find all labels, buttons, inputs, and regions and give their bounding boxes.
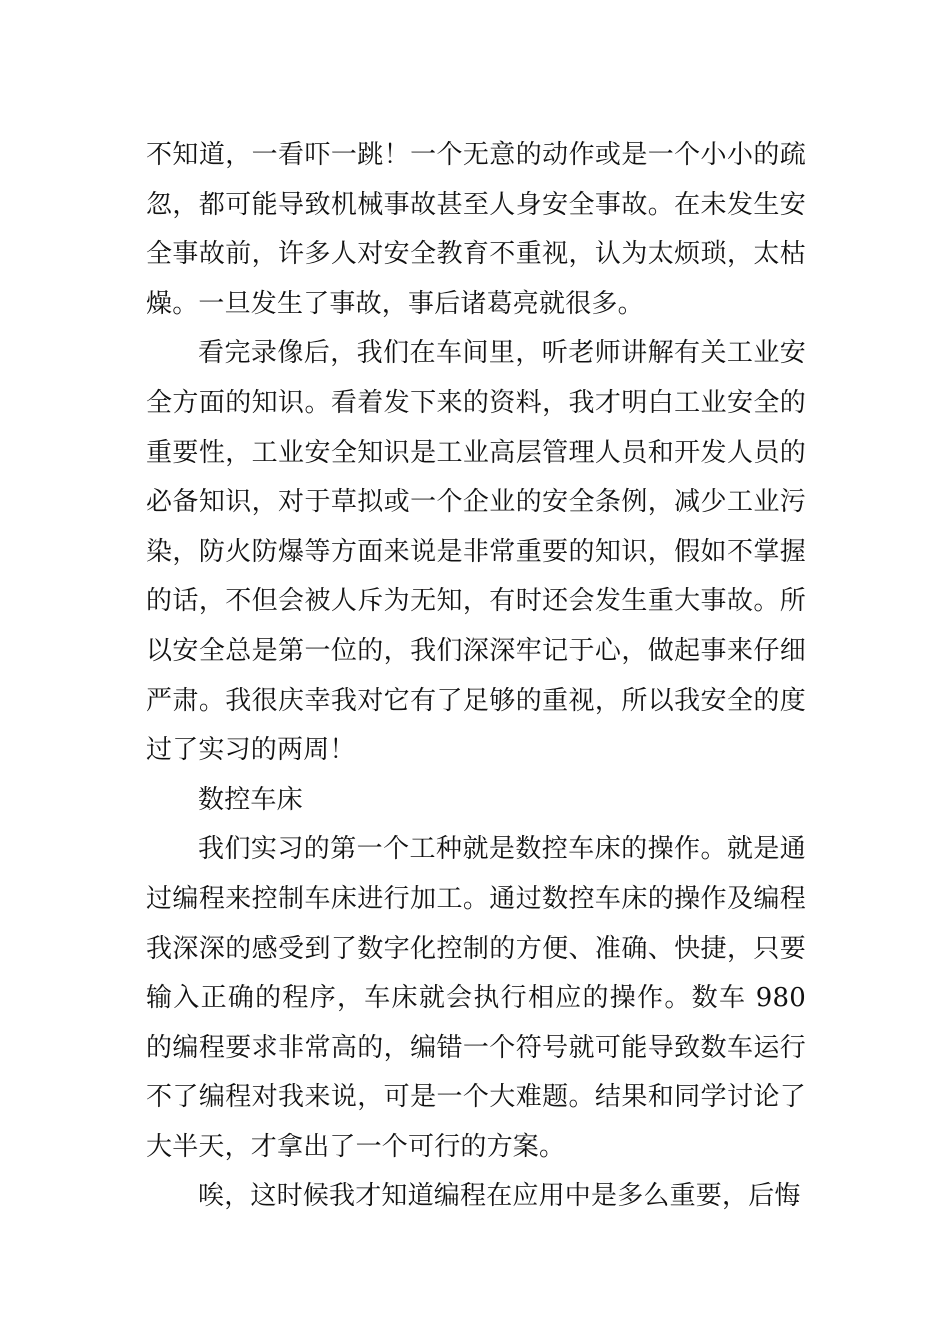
paragraph-2: 看完录像后，我们在车间里，听老师讲解有关工业安全方面的知识。看着发下来的资料，我才明白工业安全的重要性，工业安全知识是工业高层管理人员和开发人员的必备知识，对于草拟或一个企业的安全条例，减少工业污染，防火防爆等方面来说是非常重要的知识，假如不掌握的话，不但会被人斥为无知，有时还会发生重大事故。所以安全总是第一位的，我们深深牢记于心，做起事来仔细严肃。我很庆幸我对它有了足够的重视，所以我安全的度过了实习的两周！ xyxy=(146,338,806,766)
paragraph-3: 我们实习的第一个工种就是数控车床的操作。就是通过编程来控制车床进行加工。通过数控车床的操作及编程我深深的感受到了数字化控制的方便、准确、快捷，只要输入正确的程序，车床就会执行相应的操作。数车 980 的编程要求非常高的，编错一个符号就可能导致数车运行不了编程对我来说，可是一个大难题。结果和同学讨论了大半天，才拿出了一个可行的方案。 xyxy=(146,834,806,1162)
section-heading: 数控车床 xyxy=(198,784,303,815)
paragraph-4: 唉，这时候我才知道编程在应用中是多么重要，后悔 xyxy=(198,1181,801,1212)
body-text xyxy=(146,131,806,1222)
paragraph-1: 不知道，一看吓一跳！一个无意的动作或是一个小小的疏忽，都可能导致机械事故甚至人身安全事故。在未发生安全事故前，许多人对安全教育不重视，认为太烦琐，太枯燥。一旦发生了事故，事后诸葛亮就很多。 xyxy=(146,140,806,319)
